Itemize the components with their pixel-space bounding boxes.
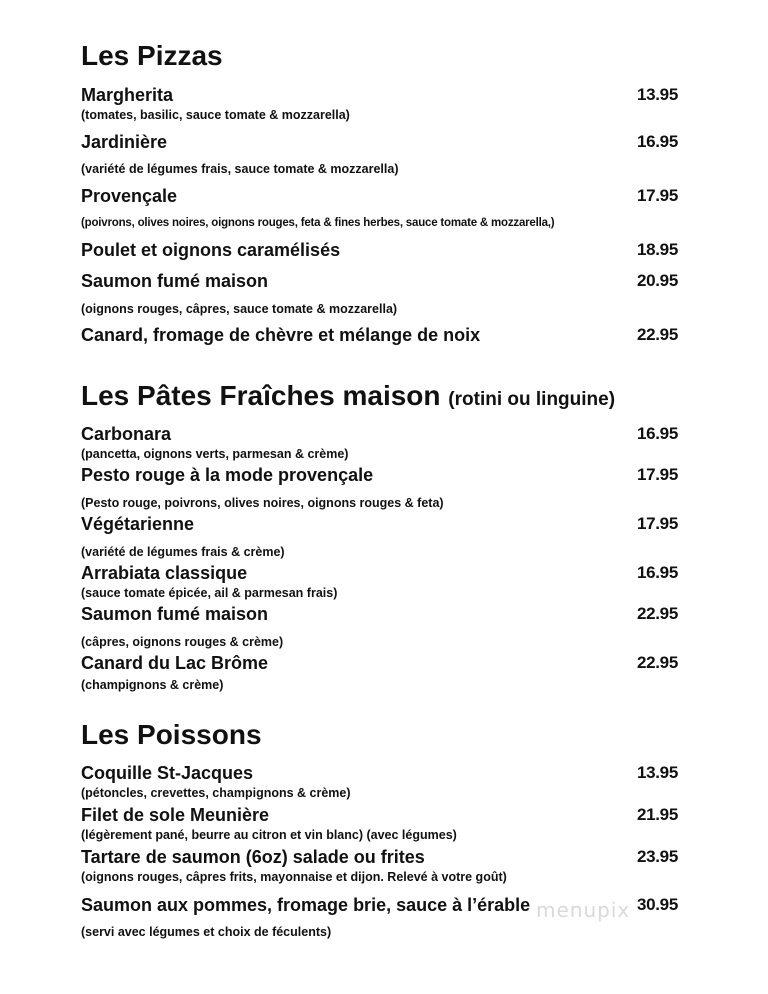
menu-item-desc: (légèrement pané, beurre au citron et vin blanc) (avec légumes) <box>81 828 457 842</box>
menu-item-name: Végétarienne <box>81 514 195 534</box>
menu-item-price: 23.95 <box>636 847 678 866</box>
menu-item-price: 21.95 <box>636 805 678 824</box>
section-title-pasta: Les Pâtes Fraîches maison (rotini ou linguine) <box>81 380 616 411</box>
menu-item-price: 17.95 <box>636 514 678 533</box>
section-subtitle: (rotini ou linguine) <box>448 389 616 410</box>
menu-item-name: Tartare de saumon (6oz) salade ou frites <box>81 847 425 867</box>
menu-item-desc: (variété de légumes frais, sauce tomate & mozzarella) <box>81 162 399 176</box>
menu-item-name: Poulet et oignons caramélisés <box>81 240 341 260</box>
menu-item-desc: (variété de légumes frais & crème) <box>81 545 285 559</box>
menu-item-desc: (pancetta, oignons verts, parmesan & crème) <box>81 447 349 461</box>
menu-item-name: Pesto rouge à la mode provençale <box>81 465 374 485</box>
menu-item-price: 16.95 <box>636 563 678 582</box>
menu-item-desc: (poivrons, olives noires, oignons rouges, feta & fines herbes, sauce tomate & mozzarella,) <box>81 217 555 229</box>
menu-item-name: Carbonara <box>81 424 172 444</box>
menu-item-name: Canard du Lac Brôme <box>81 653 269 673</box>
menu-item-price: 13.95 <box>636 763 678 782</box>
menu-item-desc: (tomates, basilic, sauce tomate & mozzarella) <box>81 108 350 122</box>
menu-item-price: 20.95 <box>636 271 678 290</box>
menu-item-name: Margherita <box>81 85 174 105</box>
section-title-fish: Les Poissons <box>81 719 262 750</box>
menu-item-price: 22.95 <box>636 653 678 672</box>
menu-item-desc: (oignons rouges, câpres frits, mayonnaise et dijon. Relevé à votre goût) <box>81 870 507 884</box>
menu-item-price: 17.95 <box>636 186 678 205</box>
menu-item-price: 22.95 <box>636 325 678 344</box>
menu-item-desc: (oignons rouges, câpres, sauce tomate & mozzarella) <box>81 302 398 316</box>
menu-item-desc: (sauce tomate épicée, ail & parmesan frais) <box>81 586 338 600</box>
watermark: menupix <box>536 898 631 922</box>
menu-item-desc: (Pesto rouge, poivrons, olives noires, oignons rouges & feta) <box>81 496 444 510</box>
menu-item-name: Filet de sole Meunière <box>81 805 270 825</box>
menu-item-price: 17.95 <box>636 465 678 484</box>
menu-item-name: Saumon fumé maison <box>81 271 269 291</box>
menu-item-name: Canard, fromage de chèvre et mélange de noix <box>81 325 481 345</box>
menu-item-name: Saumon aux pommes, fromage brie, sauce à l’érable <box>81 895 531 915</box>
menu-item-name: Saumon fumé maison <box>81 604 269 624</box>
menu-item-price: 16.95 <box>636 132 678 151</box>
section-title-pizzas: Les Pizzas <box>81 40 223 71</box>
menu-item-price: 30.95 <box>636 895 678 914</box>
menu-item-name: Coquille St-Jacques <box>81 763 254 783</box>
menu-item-name: Jardinière <box>81 132 168 152</box>
menu-item-desc: (pétoncles, crevettes, champignons & crème) <box>81 786 351 800</box>
menu-item-desc: (servi avec légumes et choix de féculents) <box>81 925 332 939</box>
menu-item-price: 22.95 <box>636 604 678 623</box>
menu-item-price: 18.95 <box>636 240 678 259</box>
menu-item-price: 16.95 <box>636 424 678 443</box>
menu-item-desc: (champignons & crème) <box>81 678 224 692</box>
menu-item-name: Provençale <box>81 186 178 206</box>
menu-item-price: 13.95 <box>636 85 678 104</box>
menu-item-desc: (câpres, oignons rouges & crème) <box>81 635 284 649</box>
menu-item-name: Arrabiata classique <box>81 563 248 583</box>
